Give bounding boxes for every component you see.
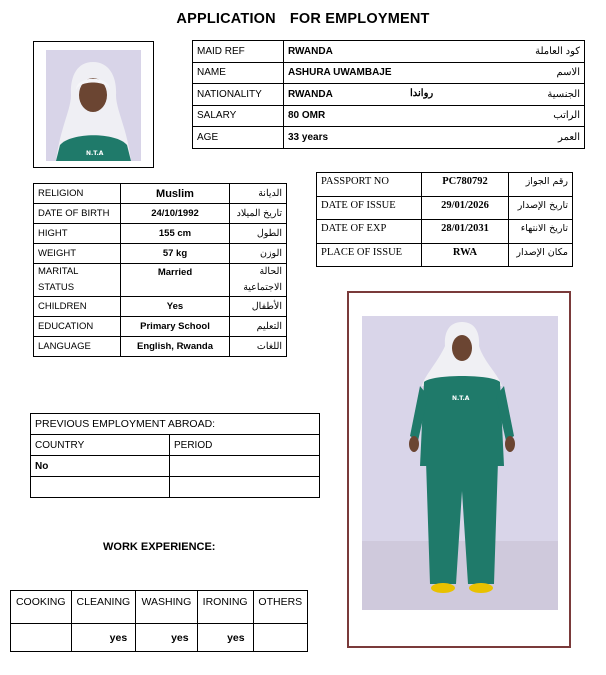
- passport-value: 28/01/2031: [422, 220, 509, 244]
- personal-arabic: [230, 224, 287, 244]
- personal-row: [34, 244, 287, 264]
- main-info-row: [193, 41, 585, 63]
- main-info-value-arabic: رواندا: [410, 88, 434, 99]
- personal-row: [34, 264, 287, 297]
- full-photo-frame: [347, 291, 571, 648]
- personal-label-text: WEIGHT: [38, 247, 76, 259]
- page-title: [0, 11, 606, 27]
- work-experience-heading: WORK EXPERIENCE:: [103, 541, 216, 553]
- passport-row: [317, 220, 573, 244]
- personal-value: Primary School: [121, 317, 230, 337]
- personal-label: [34, 244, 121, 264]
- personal-arabic-text: الحالة: [259, 266, 282, 277]
- main-info-table: [192, 40, 585, 149]
- main-info-arabic: كود العاملة: [470, 41, 585, 63]
- main-info-value-text: 33 years: [288, 131, 329, 143]
- personal-value: Yes: [121, 297, 230, 317]
- main-info-value-text: RWANDA: [288, 45, 333, 57]
- main-info-arabic: الجنسية: [470, 84, 585, 106]
- work-experience-header: COOKING: [11, 591, 72, 624]
- personal-arabic: [230, 317, 287, 337]
- country-cell: No: [31, 456, 170, 477]
- title-part-1: APPLICATION: [176, 11, 276, 27]
- personal-arabic: [230, 337, 287, 357]
- work-experience-value: [253, 624, 307, 652]
- personal-arabic: [230, 244, 287, 264]
- portrait-photo: [46, 50, 141, 161]
- personal-label: [34, 224, 121, 244]
- passport-value: 29/01/2026: [422, 196, 509, 220]
- personal-value: Muslim: [121, 184, 230, 204]
- passport-arabic: مكان الإصدار: [509, 243, 573, 267]
- main-info-value: [284, 41, 471, 63]
- personal-label-text: MARITAL: [38, 266, 79, 277]
- main-info-value-text: RWANDA: [288, 88, 333, 100]
- country-cell-empty: [31, 477, 170, 498]
- passport-value: PC780792: [422, 173, 509, 197]
- passport-value: RWA: [422, 243, 509, 267]
- main-info-label: NATIONALITY: [193, 84, 284, 106]
- main-info-row: [193, 105, 585, 127]
- personal-label-text: EDUCATION: [38, 320, 94, 332]
- main-info-label: NAME: [193, 62, 284, 84]
- main-info-label: SALARY: [193, 105, 284, 127]
- period-header: PERIOD: [170, 435, 320, 456]
- personal-arabic: [230, 184, 287, 204]
- work-experience-value: yes: [136, 624, 197, 652]
- main-info-label: MAID REF: [193, 41, 284, 63]
- personal-arabic-text: اللغات: [256, 340, 282, 352]
- passport-label: PLACE OF ISSUE: [317, 243, 422, 267]
- passport-arabic: رقم الجواز: [509, 173, 573, 197]
- personal-label: [34, 337, 121, 357]
- personal-arabic: [230, 264, 287, 297]
- personal-value: 24/10/1992: [121, 204, 230, 224]
- passport-label: PASSPORT NO: [317, 173, 422, 197]
- personal-value: 57 kg: [121, 244, 230, 264]
- portrait-frame: [33, 41, 154, 168]
- personal-label-text-2: STATUS: [38, 282, 75, 293]
- main-info-value: [284, 84, 471, 106]
- personal-arabic-text: تاريخ الميلاد: [236, 207, 282, 219]
- work-experience-value: yes: [71, 624, 136, 652]
- personal-label: [34, 317, 121, 337]
- main-info-value-text: ASHURA UWAMBAJE: [288, 67, 392, 79]
- work-experience-header: OTHERS: [253, 591, 307, 624]
- personal-label-text: DATE OF BIRTH: [38, 207, 110, 219]
- personal-label: [34, 204, 121, 224]
- work-experience-header: CLEANING: [71, 591, 136, 624]
- period-cell: [170, 456, 320, 477]
- main-info-value-text: 80 OMR: [288, 110, 326, 122]
- main-info-row: [193, 84, 585, 106]
- main-info-value: [284, 62, 471, 84]
- passport-arabic: تاريخ الانتهاء: [509, 220, 573, 244]
- personal-row: [34, 337, 287, 357]
- main-info-value: [284, 105, 471, 127]
- personal-value: English, Rwanda: [121, 337, 230, 357]
- passport-label: DATE OF EXP: [317, 220, 422, 244]
- full-body-photo: [362, 316, 558, 610]
- personal-value: 155 cm: [121, 224, 230, 244]
- personal-row: [34, 297, 287, 317]
- personal-info-table: [33, 183, 287, 357]
- personal-label: [34, 297, 121, 317]
- main-info-row: [193, 127, 585, 149]
- portrait-illustration: [46, 50, 141, 161]
- personal-value: Married: [121, 264, 230, 297]
- work-experience-value: yes: [197, 624, 253, 652]
- personal-arabic-text: التعليم: [256, 320, 282, 332]
- title-part-2: FOR EMPLOYMENT: [289, 11, 430, 27]
- personal-arabic: [230, 297, 287, 317]
- personal-arabic-text: الأطفال: [251, 300, 282, 312]
- personal-row: [34, 184, 287, 204]
- main-info-label: AGE: [193, 127, 284, 149]
- svg-text:N.T.A: N.T.A: [86, 150, 104, 157]
- passport-row: [317, 243, 573, 267]
- personal-label: [34, 264, 121, 297]
- personal-arabic-text: الديانة: [258, 187, 282, 199]
- main-info-value: [284, 127, 471, 149]
- svg-text:N.T.A: N.T.A: [452, 395, 470, 402]
- personal-label-text: RELIGION: [38, 187, 84, 199]
- country-header: COUNTRY: [31, 435, 170, 456]
- passport-table: [316, 172, 573, 267]
- main-info-row: [193, 62, 585, 84]
- personal-label-text: LANGUAGE: [38, 340, 91, 352]
- personal-row: [34, 224, 287, 244]
- work-experience-header: IRONING: [197, 591, 253, 624]
- personal-arabic: [230, 204, 287, 224]
- personal-arabic-text: الطول: [256, 227, 282, 239]
- main-info-arabic: الاسم: [470, 62, 585, 84]
- work-experience-table: [10, 590, 308, 652]
- passport-row: [317, 196, 573, 220]
- personal-row: [34, 204, 287, 224]
- personal-arabic-text: الوزن: [259, 247, 282, 259]
- work-experience-value: [11, 624, 72, 652]
- previous-employment-heading: PREVIOUS EMPLOYMENT ABROAD:: [31, 414, 320, 435]
- personal-arabic-text-2: الاجتماعية: [243, 282, 282, 293]
- main-info-arabic: العمر: [470, 127, 585, 149]
- personal-label-text: CHILDREN: [38, 300, 87, 312]
- passport-row: [317, 173, 573, 197]
- personal-label: [34, 184, 121, 204]
- period-cell-empty: [170, 477, 320, 498]
- previous-employment-table: [30, 413, 320, 498]
- full-body-illustration: [362, 316, 558, 610]
- passport-label: DATE OF ISSUE: [317, 196, 422, 220]
- personal-label-text: HIGHT: [38, 227, 68, 239]
- main-info-arabic: الراتب: [470, 105, 585, 127]
- passport-arabic: تاريخ الإصدار: [509, 196, 573, 220]
- work-experience-header: WASHING: [136, 591, 197, 624]
- personal-row: [34, 317, 287, 337]
